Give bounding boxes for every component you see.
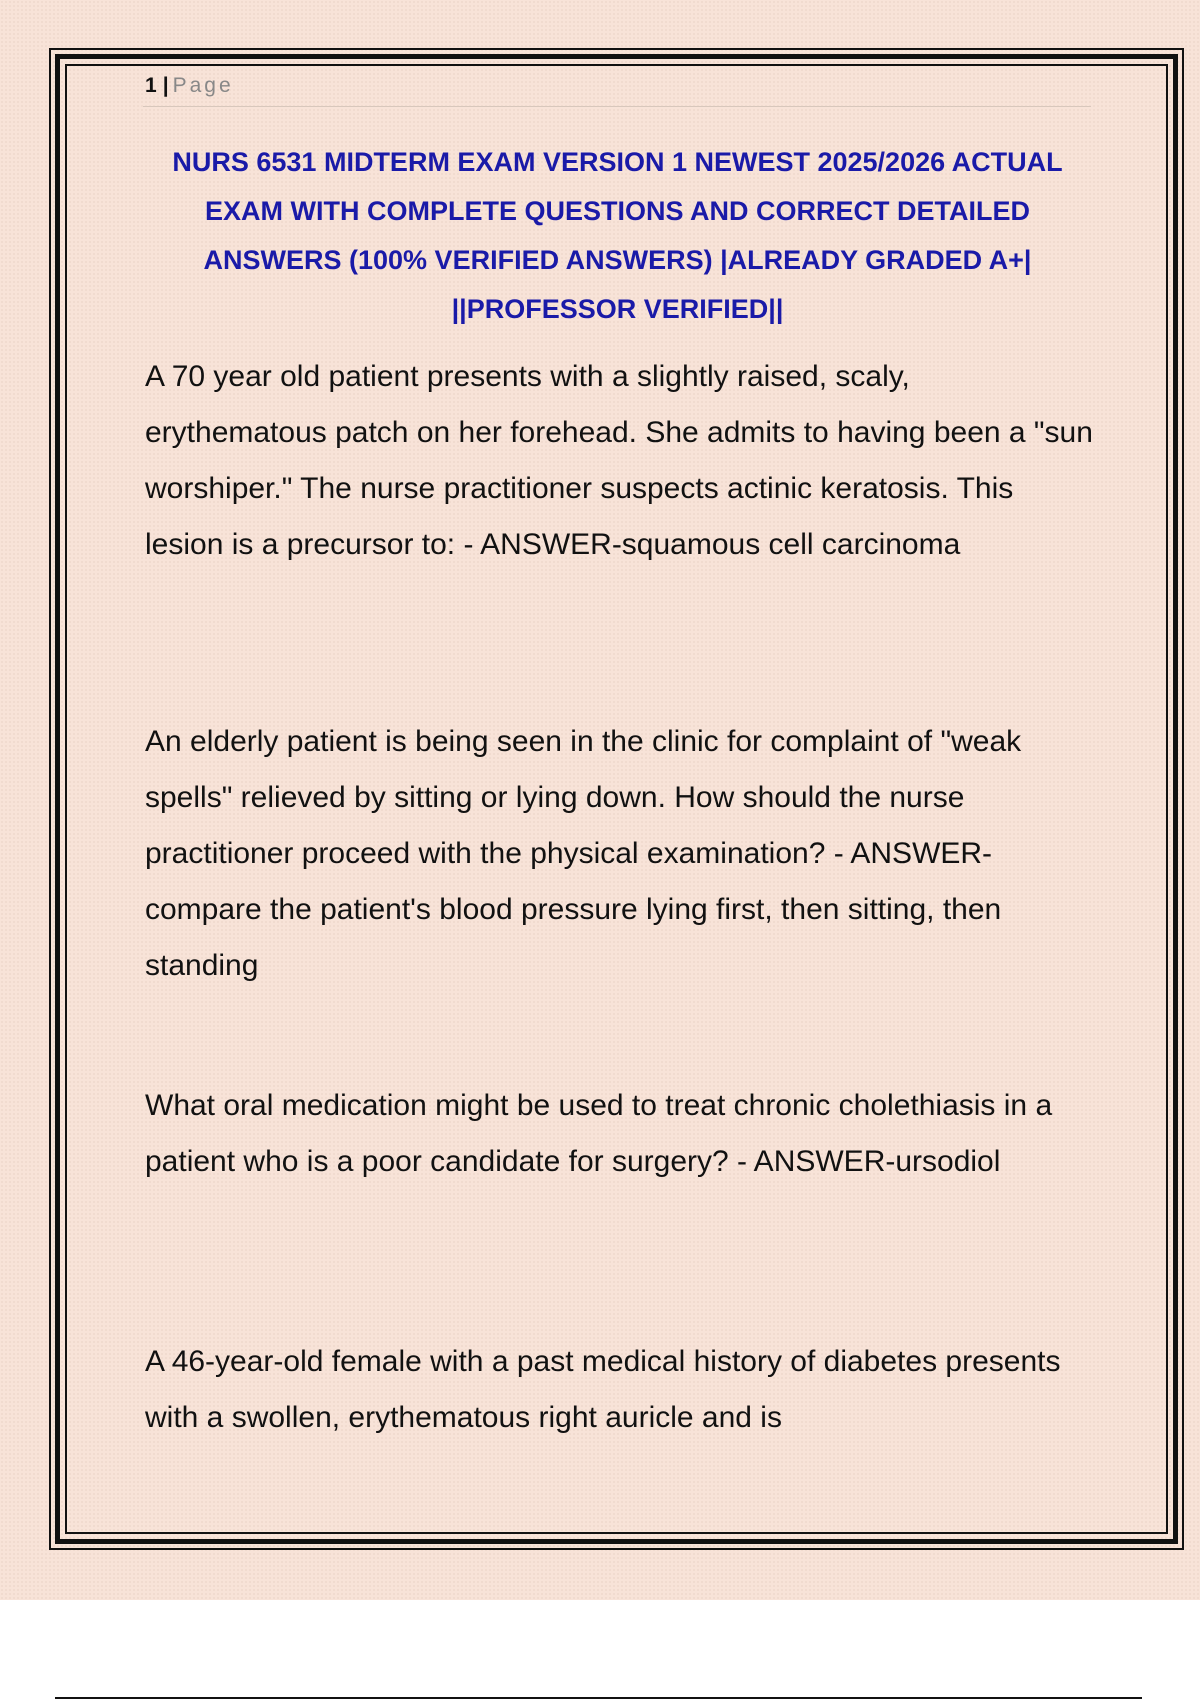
- page-label: Page: [172, 74, 234, 97]
- footer-divider: [55, 1697, 1142, 1699]
- question-block-4: A 46-year-old female with a past medical history of diabetes presents with a swollen, erythematous right auricle and is: [145, 1345, 1061, 1434]
- header-divider: [143, 106, 1091, 107]
- document-title: NURS 6531 MIDTERM EXAM VERSION 1 NEWEST 2025/2026 ACTUAL EXAM WITH COMPLETE QUESTIONS AND CORRECT DETAILED ANSWERS (100% VERIFIED ANSWERS) |ALREADY GRADED A+| ||PROFESSOR VERIFIED||: [172, 147, 1063, 324]
- question-block-2: An elderly patient is being seen in the clinic for complaint of "weak spells" relieved by sitting or lying down. How should the nurse practitioner proceed with the physical examination? - ANSWER-compare the patient's blood pressure lying first, then sitting, then standing: [145, 725, 1022, 982]
- page-number-separator: |: [162, 74, 169, 97]
- question-block-1: A 70 year old patient presents with a slightly raised, scaly, erythematous patch on her forehead. She admits to having been a "sun worshiper." The nurse practitioner suspects actinic keratosis. This lesion is a precursor to: - ANSWER-squamous cell carcinoma: [145, 360, 1093, 561]
- page-number-header: [145, 74, 234, 98]
- page-number: 1: [145, 74, 157, 97]
- question-block-3: What oral medication might be used to treat chronic cholethiasis in a patient who is a poor candidate for surgery? - ANSWER-ursodiol: [145, 1089, 1053, 1178]
